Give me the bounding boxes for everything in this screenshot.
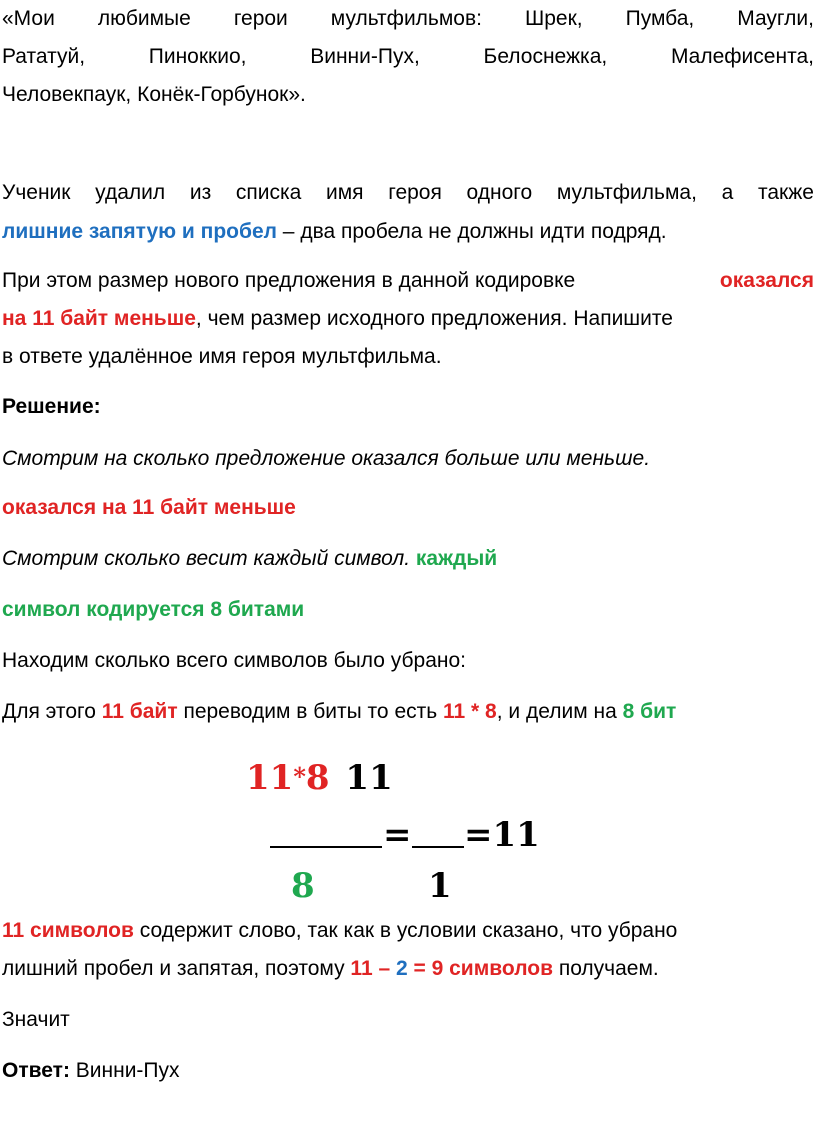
- word: списка: [235, 181, 302, 204]
- word: удалил: [95, 181, 166, 204]
- quote-line-1: [2, 6, 814, 32]
- task-para2-line1: [2, 268, 814, 294]
- solution-step2-green-a: каждый: [415, 547, 498, 570]
- formula-num-8: 8: [305, 758, 330, 798]
- solution-step2-italic: Смотрим сколько весит каждый символ.: [2, 547, 411, 570]
- word: Пумба,: [625, 7, 695, 30]
- task-para1-line2: [2, 219, 814, 245]
- answer-value: Винни-Пух: [69, 1059, 180, 1082]
- conclusion-mid: содержит слово, так как в условии сказано, что убрано: [133, 919, 678, 942]
- formula-fraction-bar-2: [412, 846, 464, 848]
- solution-step4: [2, 699, 814, 725]
- highlight-extra-comma-space: лишние запятую и пробел: [2, 220, 277, 243]
- formula-numerator: [246, 758, 393, 801]
- word: Маугли,: [737, 7, 814, 30]
- step4-mid2: , и делим на: [496, 700, 623, 723]
- formula-fraction-bar-1: [270, 846, 382, 848]
- highlight-11-bytes-less: на 11 байт меньше: [2, 307, 196, 330]
- word: Ученик: [2, 181, 71, 204]
- formula-den-1: 1: [428, 866, 452, 906]
- conclusion-line2-start: лишний пробел и запятая, поэтому: [2, 957, 351, 980]
- word: а: [721, 181, 734, 204]
- therefore: Значит: [2, 1008, 70, 1031]
- solution-step1: Смотрим на сколько предложение оказался больше или меньше.: [2, 447, 651, 470]
- word: мультфильмов:: [330, 7, 482, 30]
- solution-step2-green-b: символ кодируется 8 битами: [2, 598, 305, 621]
- word: имя: [326, 181, 364, 204]
- word: Пиноккио,: [148, 45, 247, 68]
- step4-8-bits: 8 бит: [622, 700, 677, 723]
- word: Малефисента,: [670, 45, 814, 68]
- step4-start: Для этого: [2, 700, 102, 723]
- answer-label: Ответ:: [2, 1059, 70, 1082]
- task-para1-line1: [2, 180, 814, 206]
- word: герои: [233, 7, 288, 30]
- word: «Мои: [2, 7, 55, 30]
- task-para2-line2: [2, 306, 814, 332]
- solution-step3: Находим сколько всего символов было убрано:: [2, 649, 466, 672]
- highlight-turned-out: оказался: [719, 269, 814, 292]
- formula-num-11: 11: [246, 758, 294, 798]
- word: любимые: [97, 7, 191, 30]
- word: героя: [388, 181, 442, 204]
- formula-multiply: *: [293, 762, 306, 791]
- formula-num-11-right: 11: [345, 758, 393, 798]
- formula-den-8: 8: [291, 866, 315, 906]
- conclusion-line1: [2, 918, 814, 944]
- solution-step1-result: оказался на 11 байт меньше: [2, 496, 296, 519]
- task-para2-rest: , чем размер исходного предложения. Напишите: [195, 307, 673, 330]
- conclusion-9-symbols: = 9 символов: [413, 957, 553, 980]
- quote-line-3: Человекпаук, Конёк-Горбунок».: [2, 83, 306, 106]
- solution-heading: Решение:: [2, 395, 101, 418]
- step4-mid: переводим в биты то есть: [177, 700, 444, 723]
- conclusion-2: 2: [395, 957, 408, 980]
- task-para1-rest: – два пробела не должны идти подряд.: [276, 220, 667, 243]
- conclusion-line2: [2, 956, 814, 982]
- formula-eq1: =: [383, 815, 412, 855]
- word: из: [189, 181, 212, 204]
- step4-11-bytes: 11 байт: [101, 700, 178, 723]
- answer-line: [2, 1058, 814, 1084]
- word: Винни-Пух,: [310, 45, 420, 68]
- task-para2-line3: в ответе удалённое имя героя мультфильма.: [2, 345, 442, 368]
- word: Белоснежка,: [483, 45, 608, 68]
- conclusion-end: получаем.: [553, 957, 659, 980]
- word: одного: [466, 181, 533, 204]
- conclusion-11-symbols: 11 символов: [2, 919, 134, 942]
- task-para2-start: При этом размер нового предложения в данной кодировке: [2, 269, 576, 292]
- word: также: [757, 181, 814, 204]
- step4-11-times-8: 11 * 8: [443, 700, 497, 723]
- solution-step2-line1: [2, 546, 814, 572]
- conclusion-11-minus: 11 –: [350, 957, 391, 980]
- word: мультфильма,: [556, 181, 697, 204]
- quote-line-2: [2, 44, 814, 70]
- formula-eq2: =11: [464, 815, 540, 855]
- word: Шрек,: [524, 7, 583, 30]
- word: Рататуй,: [2, 45, 86, 68]
